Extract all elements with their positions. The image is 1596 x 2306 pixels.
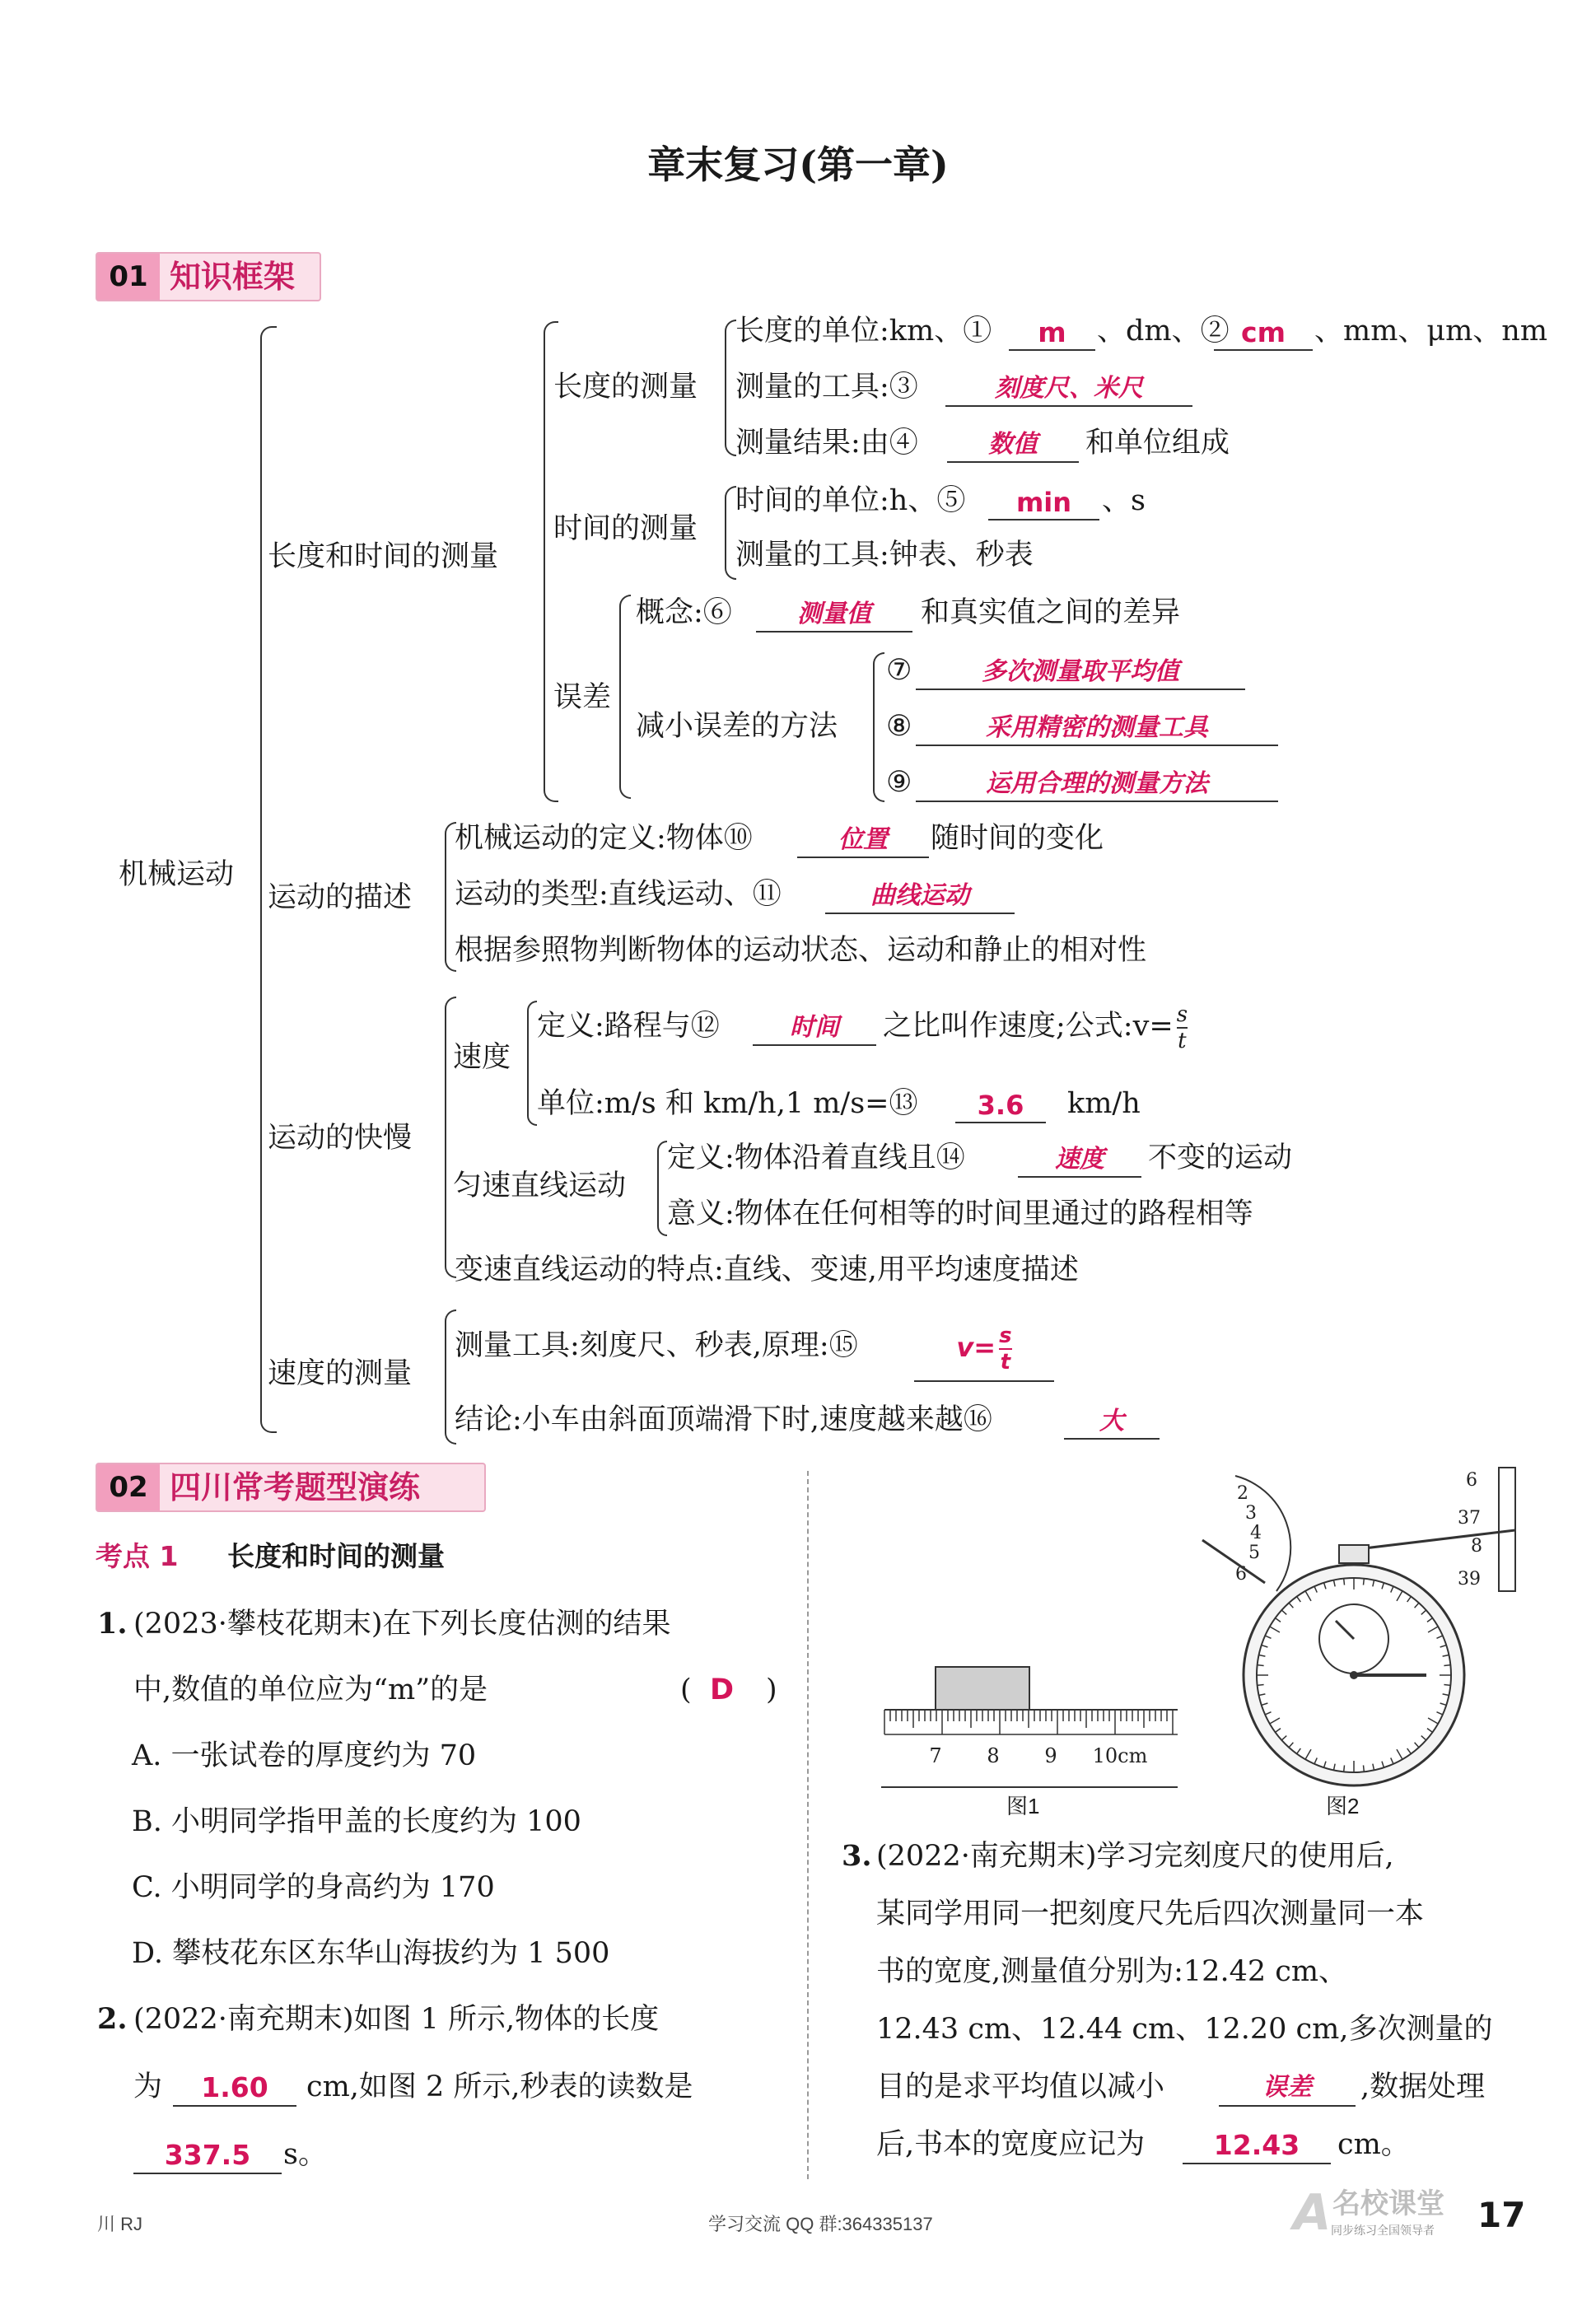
dial-tick	[1363, 1579, 1364, 1585]
brand-slogan: 同步练习全国领导者	[1331, 2224, 1435, 2238]
uniform-def-post: 不变的运动	[1148, 1141, 1293, 1174]
q1-option-c: C. 小明同学的身高约为 170	[132, 1871, 495, 1904]
dial-tick	[1344, 1579, 1345, 1585]
conclusion-pre: 结论:小车由斜面顶端滑下时,速度越来越⑯	[455, 1403, 992, 1436]
q1-line2: 中,数值的单位应为“m”的是	[133, 1673, 488, 1706]
def-pre: 机械运动的定义:物体⑩	[455, 822, 753, 855]
bracket-reduce	[873, 652, 884, 802]
stopwatch-crown	[1339, 1545, 1369, 1563]
answer-10: 位置	[797, 824, 929, 858]
length-unit-row	[735, 313, 992, 349]
answer-14: 速度	[1018, 1143, 1141, 1178]
time-unit-post: 、s	[1102, 484, 1146, 517]
time-tool: 测量的工具:钟表、秒表	[735, 539, 1034, 572]
small-dial-6: 6	[1235, 1564, 1247, 1585]
small-dial-4: 4	[1250, 1523, 1262, 1543]
figure-1-label: 图1	[1006, 1794, 1040, 1818]
q3-line3: 书的宽度,测量值分别为:12.42 cm、	[876, 1955, 1348, 1988]
frac-numerator: s	[1176, 1001, 1188, 1027]
section-header-framework	[96, 252, 321, 301]
kaodian-label: 考点 1	[96, 1540, 179, 1572]
bracket-length	[725, 320, 736, 456]
ruler-tick-9: 9	[1044, 1744, 1057, 1767]
length-result-pre: 测量结果:由④	[735, 427, 918, 460]
kaodian-title: 长度和时间的测量	[227, 1540, 445, 1572]
num-7: ⑦	[886, 654, 912, 687]
footer-left: 川 RJ	[97, 2214, 143, 2234]
reference: 根据参照物判断物体的运动状态、运动和静止的相对性	[455, 934, 1147, 967]
length-tool-pre: 测量的工具:③	[735, 371, 918, 404]
dial-tick	[1444, 1684, 1450, 1685]
answer-15-num: s	[999, 1323, 1012, 1348]
answer-15-den: t	[1000, 1350, 1011, 1375]
answer-16: 大	[1064, 1405, 1160, 1440]
q3-line2: 某同学用同一把刻度尺先后四次测量同一本	[876, 1898, 1425, 1930]
page-title: 章末复习(第一章)	[647, 142, 949, 187]
q1-paren-open: (	[680, 1673, 692, 1706]
answer-3: 刻度尺、米尺	[945, 372, 1192, 407]
type-pre: 运动的类型:直线运动、⑪	[455, 878, 782, 911]
motion-speed-label: 运动的快慢	[268, 1122, 413, 1155]
speed-def-post-row	[883, 997, 1188, 1056]
uniform-meaning: 意义:物体在任何相等的时间里通过的路程相等	[667, 1197, 1253, 1230]
uniform-label: 匀速直线运动	[453, 1169, 627, 1202]
length-unit-pre: 长度的单位:km、①	[735, 315, 992, 348]
large-dial-37: 37	[1458, 1508, 1481, 1529]
dial-tick	[1344, 1765, 1345, 1772]
section-number: 02	[97, 1464, 160, 1510]
root-label: 机械运动	[119, 858, 235, 891]
figure-2-stopwatch	[1186, 1459, 1532, 1797]
variable-motion: 变速直线运动的特点:直线、变速,用平均速度描述	[455, 1253, 1079, 1286]
section-number: 01	[97, 254, 160, 300]
tool-pre: 测量工具:刻度尺、秒表,原理:⑮	[455, 1329, 858, 1362]
q2-line2-post: cm,如图 2 所示,秒表的读数是	[306, 2070, 693, 2103]
brand-logo	[1293, 2182, 1474, 2248]
figure-2-label: 图2	[1326, 1794, 1360, 1818]
dial-tick	[1258, 1684, 1264, 1685]
small-dial-3: 3	[1245, 1503, 1257, 1524]
speed-unit-pre: 单位:m/s 和 km/h,1 m/s=⑬	[537, 1087, 918, 1120]
q2-line2-pre: 为	[133, 2070, 163, 2103]
section-title: 知识框架	[170, 258, 296, 295]
q2-answer-stopwatch: 337.5	[133, 2138, 282, 2174]
dial-tick	[1363, 1765, 1364, 1772]
q3-line5-pre: 目的是求平均值以减小	[876, 2070, 1165, 2103]
answer-6: 测量值	[756, 598, 912, 633]
large-dial-8: 8	[1471, 1536, 1482, 1557]
error-reduce-label: 减小误差的方法	[636, 710, 838, 743]
speed-formula-fraction	[1177, 1002, 1188, 1053]
large-dial-pointer	[1351, 1530, 1515, 1550]
bracket-speed	[527, 1001, 537, 1126]
uniform-def-pre: 定义:物体沿着直线且⑭	[667, 1141, 965, 1174]
q2-line3-post: s。	[283, 2138, 327, 2171]
bracket-time	[725, 486, 736, 580]
def-post: 随时间的变化	[931, 822, 1104, 855]
q1-line1: (2023·攀枝花期末)在下列长度估测的结果	[133, 1608, 671, 1641]
answer-15-v: v=	[956, 1332, 996, 1363]
q3-line6-post: cm。	[1337, 2128, 1410, 2161]
section-header-practice	[96, 1463, 486, 1512]
error-label: 误差	[553, 681, 612, 714]
column-divider	[807, 1471, 809, 2179]
answer-4: 数值	[947, 428, 1079, 463]
small-dial-5: 5	[1248, 1543, 1260, 1563]
large-dial-39: 39	[1458, 1569, 1481, 1589]
page-number: 17	[1477, 2195, 1526, 2235]
answer-9: 运用合理的测量方法	[916, 768, 1278, 802]
ruler-tick-8: 8	[987, 1744, 1000, 1767]
q1-paren-close: )	[766, 1673, 777, 1706]
speed-def-post: 之比叫作速度;公式:v=	[883, 1010, 1174, 1043]
ruler-tick-marks	[884, 1710, 1173, 1734]
q3-number: 3.	[842, 1839, 872, 1873]
large-dial-6: 6	[1466, 1470, 1477, 1491]
speed-label: 速度	[453, 1041, 511, 1074]
length-measure-label: 长度的测量	[553, 371, 698, 404]
measure-group-label: 长度和时间的测量	[268, 540, 499, 573]
bracket-error	[619, 595, 631, 799]
figure-1-ruler	[873, 1655, 1186, 1804]
brand-logo-text: 名校课堂	[1332, 2187, 1444, 2220]
frac-denominator: t	[1178, 1028, 1187, 1053]
q3-answer-error: 误差	[1219, 2070, 1356, 2107]
q3-answer-width: 12.43	[1183, 2128, 1331, 2164]
speed-measure-label: 速度的测量	[268, 1357, 413, 1390]
answer-1: m	[1009, 316, 1095, 351]
num-8: ⑧	[886, 710, 912, 743]
error-concept-post: 和真实值之间的差异	[921, 596, 1181, 629]
q1-number: 1.	[97, 1607, 128, 1641]
answer-11: 曲线运动	[825, 880, 1015, 914]
num-9: ⑨	[886, 766, 912, 799]
q1-option-b: B. 小明同学指甲盖的长度约为 100	[132, 1805, 581, 1838]
answer-13: 3.6	[955, 1089, 1046, 1123]
speed-def-pre: 定义:路程与⑫	[537, 1010, 720, 1043]
q3-line1: (2022·南充期末)学习完刻度尺的使用后,	[876, 1840, 1394, 1873]
answer-12: 时间	[753, 1011, 876, 1046]
length-unit-post: 、mm、μm、nm	[1314, 315, 1548, 348]
q3-line4: 12.43 cm、12.44 cm、12.20 cm,多次测量的	[876, 2013, 1493, 2046]
stopwatch-center	[1350, 1671, 1358, 1679]
time-measure-label: 时间的测量	[553, 512, 698, 545]
q1-option-d: D. 攀枝花东区东华山海拔约为 1 500	[132, 1937, 610, 1970]
q3-line6-pre: 后,书本的宽度应记为	[876, 2128, 1146, 2161]
length-unit-mid: 、dm、②	[1097, 315, 1230, 348]
section-title: 四川常考题型演练	[170, 1468, 421, 1505]
answer-8: 采用精密的测量工具	[916, 712, 1278, 746]
dial-tick	[1258, 1665, 1264, 1666]
measured-block	[936, 1667, 1029, 1710]
q2-number: 2.	[97, 2002, 128, 2036]
q1-answer: D	[710, 1673, 735, 1706]
bracket-uniform	[657, 1141, 667, 1236]
q1-option-a: A. 一张试卷的厚度约为 70	[132, 1739, 477, 1772]
answer-5: min	[988, 486, 1099, 520]
q3-line5-post: ,数据处理	[1360, 2070, 1486, 2103]
footer-center: 学习交流 QQ 群:364335137	[708, 2214, 933, 2234]
q2-line1: (2022·南充期末)如图 1 所示,物体的长度	[133, 2003, 660, 2036]
q2-answer-length: 1.60	[173, 2070, 296, 2107]
brand-logo-mark: A	[1293, 2184, 1332, 2242]
answer-7: 多次测量取平均值	[916, 656, 1245, 690]
answer-15	[914, 1314, 1054, 1382]
time-unit-pre: 时间的单位:h、⑤	[735, 484, 966, 517]
motion-desc-label: 运动的描述	[268, 881, 413, 914]
dial-tick	[1444, 1665, 1450, 1666]
small-dial-2: 2	[1237, 1483, 1248, 1504]
answer-2: cm	[1214, 316, 1313, 351]
answer-15-fraction	[999, 1323, 1011, 1375]
speed-unit-post: km/h	[1067, 1087, 1141, 1120]
ruler-tick-7: 7	[929, 1744, 942, 1767]
ruler-tick-10cm: 10cm	[1092, 1744, 1148, 1767]
length-result-post: 和单位组成	[1085, 427, 1230, 460]
error-concept-pre: 概念:⑥	[636, 596, 732, 629]
